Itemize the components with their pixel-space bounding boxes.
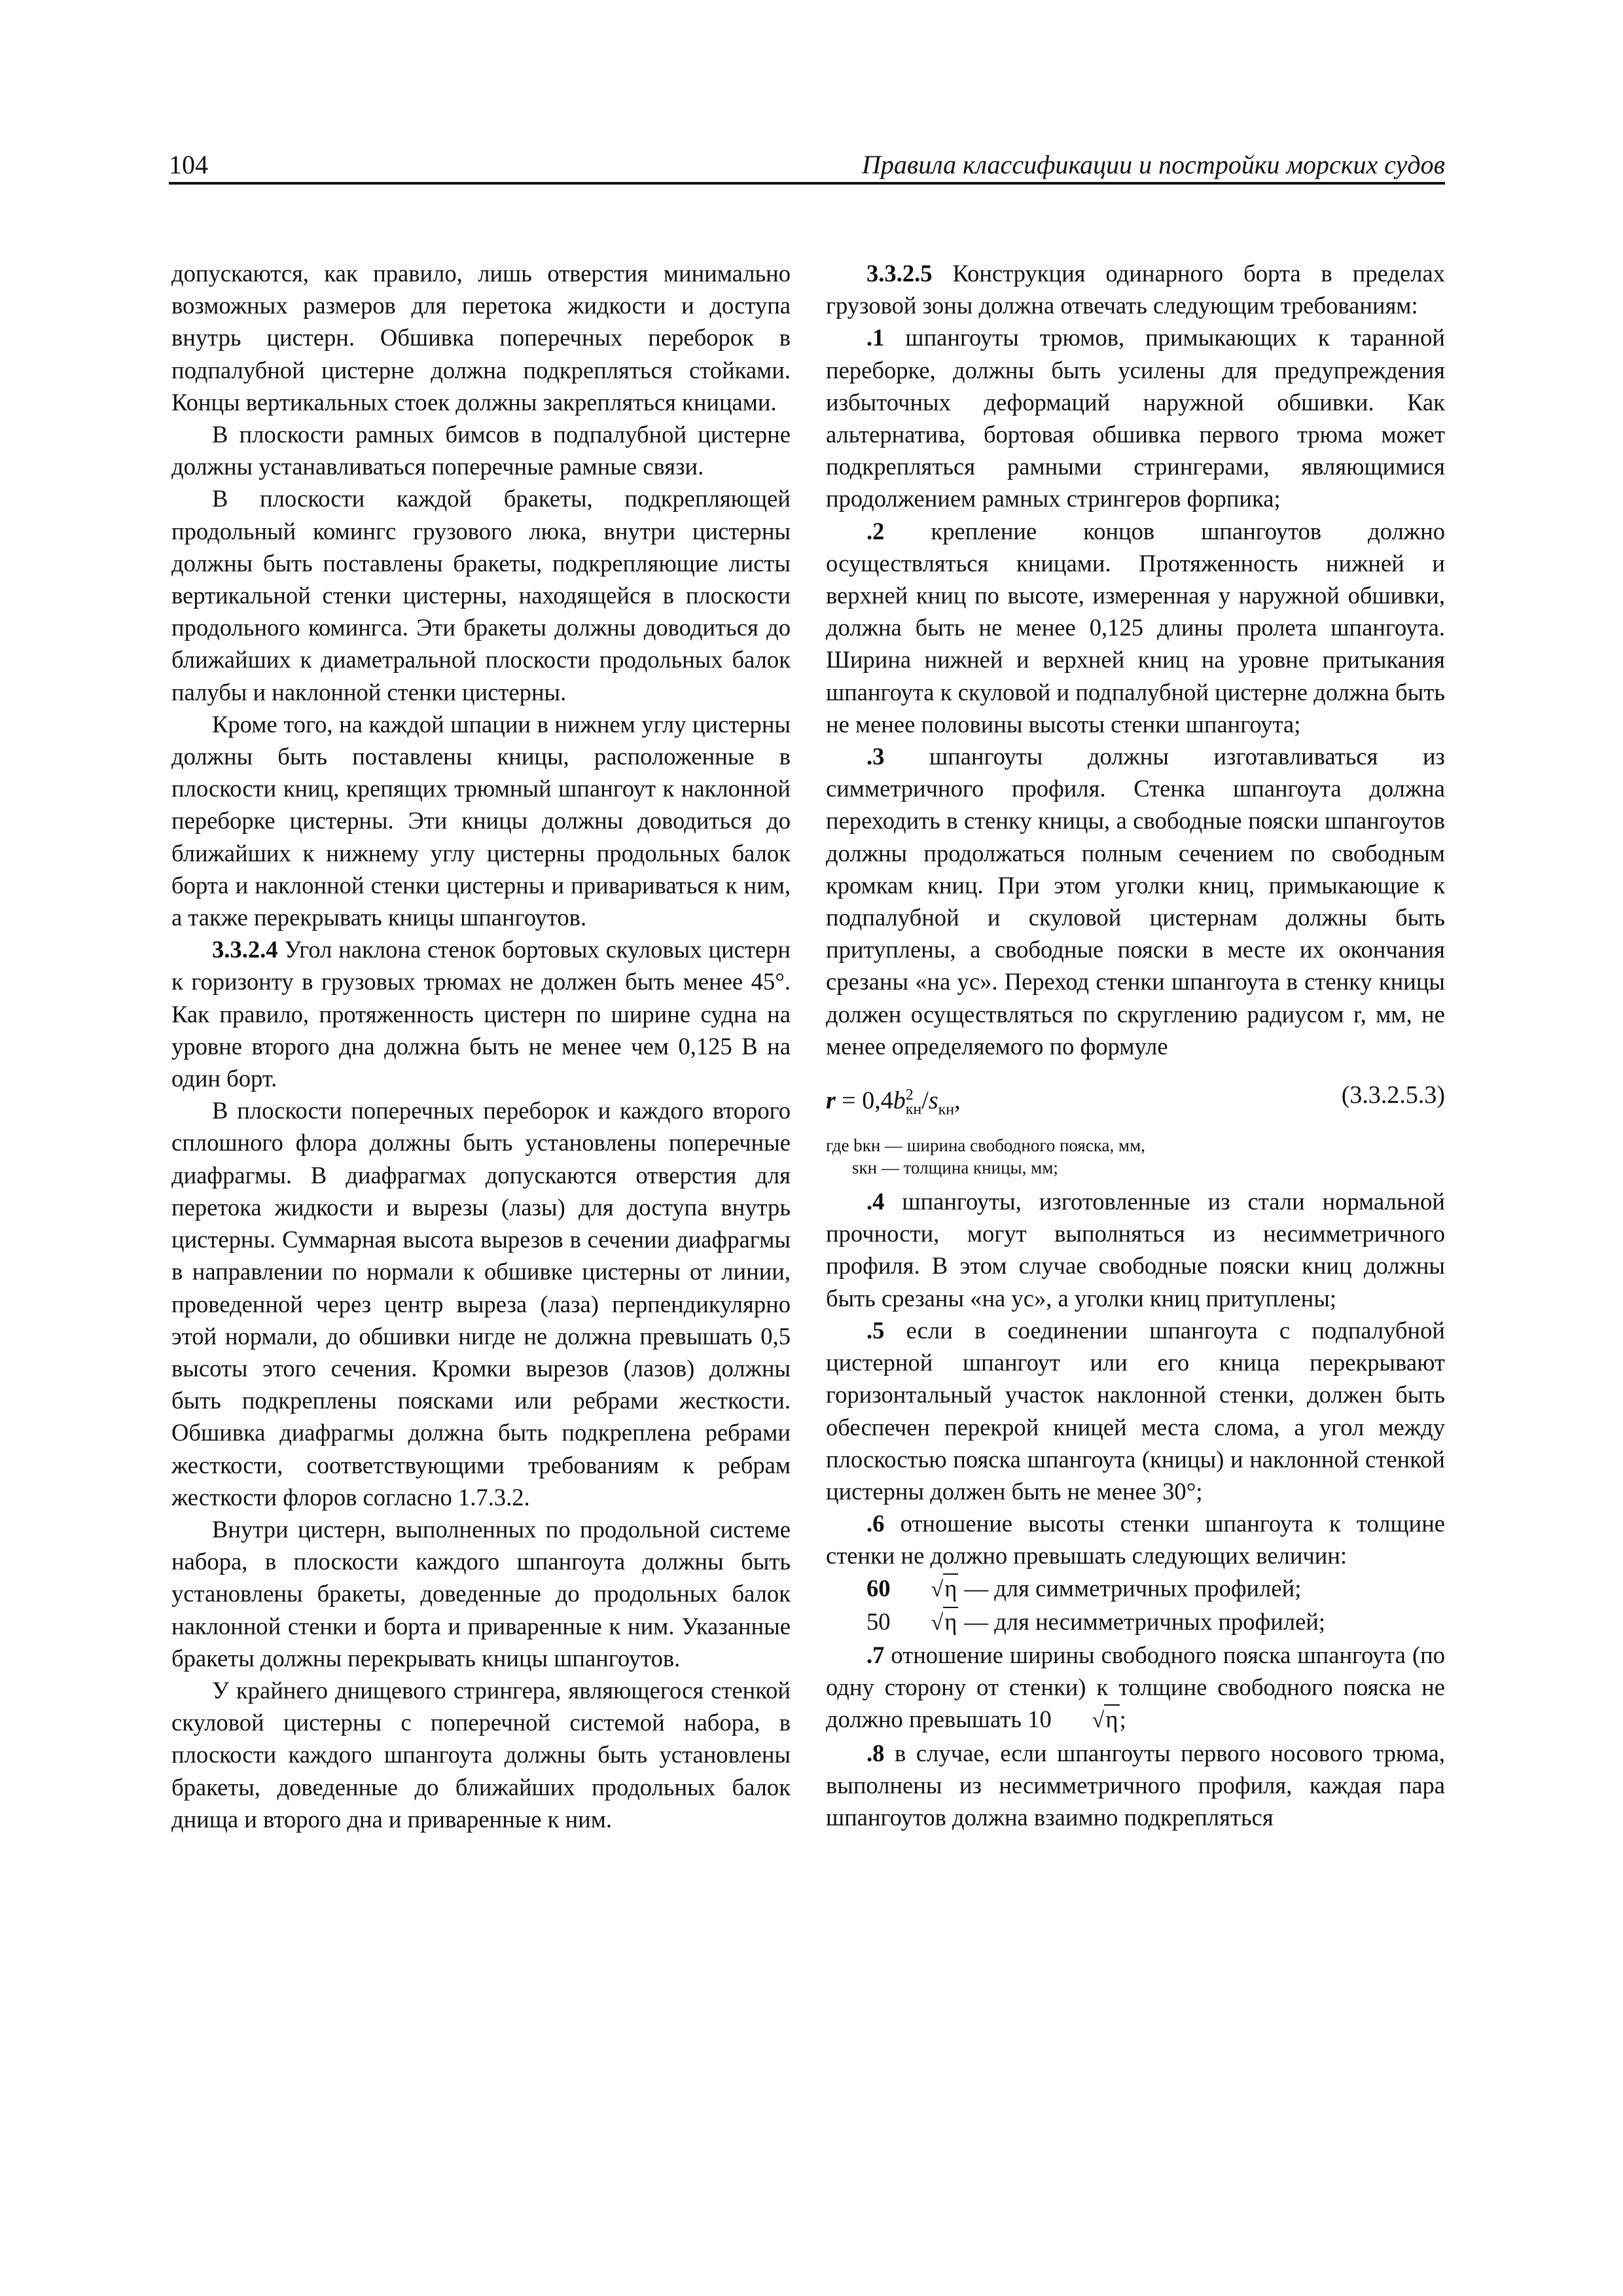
list-item-4 xyxy=(826,1185,1445,1314)
running-title: Правила классификации и постройки морских судов xyxy=(861,150,1445,179)
item-text: шпангоуты трюмов, примыкающих к таранной переборке, должны быть усилены для предупреждения избыточных деформаций наружной обшивки. Как альтернатива, бортовая обшивка первого трюма может подкрепляться рамными стрингерами, являющимися продолжением рамных стрингеров форпика; xyxy=(826,324,1445,512)
paragraph: В плоскости каждой бракеты, подкрепляющей продольный комингс грузового люка, внутри цистерны должны быть поставлены бракеты, подкрепляющие листы вертикальной стенки цистерны, находящейся в плоскости продольного комингса. Эти бракеты должны доводиться до ближайших к диаметральной плоскости продольных балок палубы и наклонной стенки цистерны. xyxy=(171,485,791,706)
formula-legend xyxy=(826,1134,1445,1179)
item-number: .4 xyxy=(866,1188,885,1215)
item-number: .6 xyxy=(866,1510,885,1537)
legend-line: где bкн — ширина свободного пояска, мм, xyxy=(826,1136,1145,1156)
formula-3-3-2-5-3 xyxy=(826,1078,1445,1119)
item-text: шпангоуты, изготовленные из стали нормальной прочности, могут выполняться из несимметричного профиля. В этом случае свободные пояски книц должны быть срезаны «на ус», а уголки книц притуплены; xyxy=(826,1188,1445,1312)
paragraph: В плоскости поперечных переборок и каждого второго сплошного флора должны быть установлены поперечные диафрагмы. В диафрагмах допускаются отверстия для перетока жидкости и вырезы (лазы) для доступа внутрь цистерны. Суммарная высота вырезов в сечении диафрагмы в направлении по нормали к обшивке цистерны от линии, проведенной через центр выреза (лаза) перпендикулярно этой нормали, до обшивки нигде не должна превышать 0,5 высоты этого сечения. Кромки вырезов (лазов) должны быть подкреплены поясками или ребрами жесткости. Обшивка диафрагмы должна быть подкреплена ребрами жесткости, соответствующими требованиям к ребрам жесткости флоров согласно 1.7.3.2. xyxy=(171,1097,791,1511)
ratio-symmetric: 60 √η — для симметричных профилей; xyxy=(826,1572,1445,1605)
sqrt-eta: √η xyxy=(1092,1706,1118,1733)
ratio-asymmetric: 50 √η — для несимметричных профилей; xyxy=(826,1605,1445,1639)
section-3-3-2-4 xyxy=(171,933,791,1094)
item-number: .5 xyxy=(866,1316,885,1344)
list-item-8 xyxy=(826,1737,1445,1834)
list-item-6 xyxy=(826,1507,1445,1571)
item-number: .3 xyxy=(866,743,885,770)
paragraph-text: Угол наклона стенок бортовых скуловых цистерн к горизонту в грузовых трюмах не должен быть менее 45°. Как правило, протяженность цистерн по ширине судна на уровне второго дна должна быть не менее чем 0,125 B на один борт. xyxy=(171,936,791,1092)
page-header xyxy=(169,145,1445,185)
item-number: .2 xyxy=(866,517,885,545)
item-text: отношение ширины свободного пояска шпангоута (по одну сторону от стенки) к толщине свободного пояска не должно превышать 10 xyxy=(826,1641,1445,1733)
section-3-3-2-5 xyxy=(826,257,1445,321)
page-number: 104 xyxy=(169,150,208,179)
item-number: .1 xyxy=(866,324,885,351)
item-text: отношение высоты стенки шпангоута к толщине стенки не должно превышать следующих величин: xyxy=(826,1510,1445,1570)
paragraph: У крайнего днищевого стрингера, являющегося стенкой скуловой цистерны с поперечной системой набора, в плоскости каждого шпангоута должны быть установлены бракеты, доведенные до ближайших продольных балок днища и второго дна и приваренные к ним. xyxy=(171,1676,791,1833)
item-text: в случае, если шпангоуты первого носового трюма, выполнены из несимметричного профиля, каждая пара шпангоутов должна взаимно подкрепляться xyxy=(826,1739,1445,1831)
paragraph: Кроме того, на каждой шпации в нижнем углу цистерны должны быть поставлены кницы, расположенные в плоскости книц, крепящих трюмный шпангоут к наклонной переборке цистерны. Эти кницы должны доводиться до ближайших к нижнему углу цистерны продольных балок борта и наклонной стенки цистерны и привариваться к ним, а также перекрывать кницы шпангоутов. xyxy=(171,710,791,931)
section-number: 3.3.2.4 xyxy=(212,936,278,963)
formula-number: (3.3.2.5.3) xyxy=(1341,1081,1445,1109)
paragraph-text: Конструкция одинарного борта в пределах грузовой зоны должна отвечать следующим требованиям: xyxy=(826,260,1445,319)
formula-expression: $r = 0,4b^2_{кн}/s_{кн}$, xyxy=(826,1086,961,1119)
paragraph: допускаются, как правило, лишь отверстия минимально возможных размеров для перетока жидкости и доступа внутрь цистерн. Обшивка поперечных переборок в подпалубной цистерне должна подкрепляться стойками. Концы вертикальных стоек должны закрепляться кницами. xyxy=(171,260,791,416)
list-item-7: .7 отношение ширины свободного пояска шпангоута (по одну сторону от стенки) к толщине свободного пояска не должно превышать 10 √η; xyxy=(826,1639,1445,1737)
list-item-3 xyxy=(826,740,1445,1062)
list-item-2 xyxy=(826,515,1445,740)
item-number: .8 xyxy=(866,1739,885,1767)
paragraph: В плоскости рамных бимсов в подпалубной цистерне должны устанавливаться поперечные рамные связи. xyxy=(171,421,791,480)
paragraph: Внутри цистерн, выполненных по продольной системе набора, в плоскости каждого шпангоута должны быть установлены бракеты, доведенные до продольных балок наклонной стенки и борта и приваренные к ним. Указанные бракеты должны перекрывать кницы шпангоутов. xyxy=(171,1515,791,1672)
legend-line: sкн — толщина кницы, мм; xyxy=(852,1158,1058,1178)
right-column xyxy=(826,257,1445,1833)
item-text: шпангоуты должны изготавливаться из симметричного профиля. Стенка шпангоута должна переходить в стенку кницы, а свободные пояски шпангоутов должны продолжаться полным сечением по свободным кромкам книц. При этом уголки книц, примыкающие к подпалубной и скуловой цистернам должны быть притуплены, а свободные пояски в месте их окончания срезаны «на ус». Переход стенки шпангоута в стенку кницы должен осуществляться по скруглению радиусом r, мм, не менее определяемого по формуле xyxy=(826,743,1445,1060)
section-number: 3.3.2.5 xyxy=(866,260,933,287)
item-text: если в соединении шпангоута с подпалубной цистерной шпангоут или его кница перекрывают горизонтальный участок наклонной стенки, должен быть обеспечен перекрой кницей места слома, а угол между плоскостью пояска шпангоута (кницы) и наклонной стенкой цистерны должен быть не менее 30°; xyxy=(826,1316,1445,1505)
list-item-1 xyxy=(826,321,1445,514)
left-column xyxy=(171,257,791,1835)
item-text: крепление концов шпангоутов должно осуществляться кницами. Протяженность нижней и верхней книц по высоте, измеренная у наружной обшивки, должна быть не менее 0,125 длины пролета шпангоута. Ширина нижней и верхней книц на уровне притыкания шпангоута к скуловой и подпалубной цистерне должна быть не менее половины высоты стенки шпангоута; xyxy=(826,517,1445,738)
list-item-5 xyxy=(826,1314,1445,1507)
item-number: .7 xyxy=(866,1641,885,1668)
sqrt-eta: √η xyxy=(931,1607,957,1635)
sqrt-eta: √η xyxy=(931,1574,957,1602)
